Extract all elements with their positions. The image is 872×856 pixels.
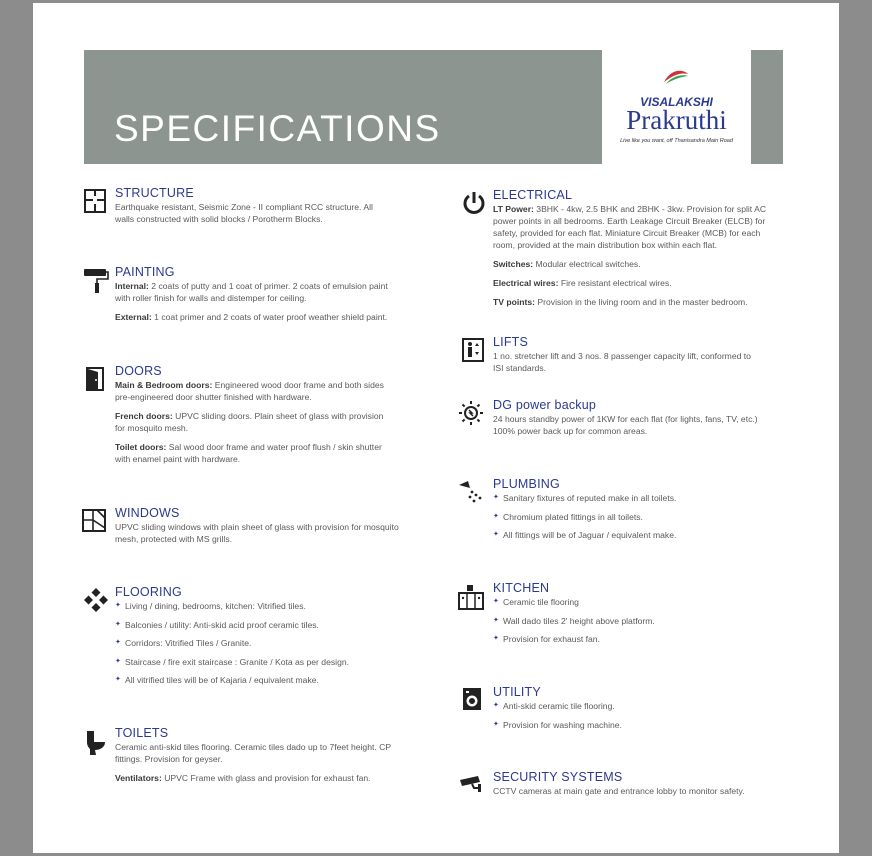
section-kitchen	[458, 581, 778, 652]
section-title: DG power backup	[493, 398, 597, 412]
list-item: ✦ Balconies / utility: Anti-skid acid proof ceramic tiles.	[115, 619, 403, 631]
section-plumbing	[458, 477, 778, 548]
section-security	[458, 770, 788, 804]
list-item: ✦ Living / dining, bedrooms, kitchen: Vitrified tiles.	[115, 600, 403, 612]
logo-brand: VISALAKSHI	[640, 95, 713, 109]
spec-item: Electrical wires: Fire resistant electrical wires.	[493, 278, 672, 288]
section-text: 24 hours standby power of 1KW for each flat (for lights, fans, TV, etc.) 100% power back up for common areas.	[493, 414, 758, 436]
section-title: STRUCTURE	[115, 186, 194, 200]
list-item: ✦ Chromium plated fittings in all toilets.	[493, 511, 778, 523]
spec-item: Ventilators: UPVC Frame with glass and provision for exhaust fan.	[115, 773, 371, 783]
list-item: ✦ Sanitary fixtures of reputed make in all toilets.	[493, 492, 778, 504]
washing-machine-icon	[461, 687, 487, 713]
page-title: SPECIFICATIONS	[114, 108, 441, 149]
logo-tagline: Live like you want, off Thanisandra Main Road	[620, 138, 733, 144]
section-title: TOILETS	[115, 726, 169, 740]
section-painting	[83, 265, 401, 330]
brochure-page	[33, 3, 839, 853]
list-item: ✦ Ceramic tile flooring	[493, 596, 778, 608]
sun-power-icon	[458, 400, 484, 426]
paint-roller-icon	[83, 267, 109, 293]
section-title: WINDOWS	[115, 506, 180, 520]
list-item: ✦ All fittings will be of Jaguar / equivalent make.	[493, 529, 778, 541]
list-item: ✦ Provision for washing machine.	[493, 719, 781, 731]
list-item: ✦ All vitrified tiles will be of Kajaria / equivalent make.	[115, 674, 403, 686]
section-doors	[83, 364, 395, 472]
list-item: ✦ Anti-skid ceramic tile flooring.	[493, 700, 781, 712]
power-icon	[461, 190, 487, 216]
logo-name: Prakruthi	[626, 105, 727, 135]
section-title: LIFTS	[493, 335, 529, 349]
spec-item: Internal: 2 coats of putty and 1 coat of primer. 2 coats of emulsion paint with roller finish for walls and distemper for ceiling.	[115, 281, 388, 303]
shower-icon	[458, 479, 484, 505]
section-utility	[461, 685, 781, 737]
brand-logo	[602, 50, 751, 164]
section-structure	[83, 186, 393, 232]
section-title: SECURITY SYSTEMS	[493, 770, 623, 784]
section-toilets	[83, 726, 403, 791]
spec-item: TV points: Provision in the living room and in the master bedroom.	[493, 297, 748, 307]
section-title: UTILITY	[493, 685, 541, 699]
section-title: KITCHEN	[493, 581, 550, 595]
spec-item: LT Power: 3BHK - 4kw, 2.5 BHK and 2BHK - 3kw. Provision for split AC power points in all bedrooms. Earth Leakage Circuit Breaker (ELCB) for safety, provided for each flat. Miniature Circuit Breaker (MCB) for each room, provided at the main distribution box within each flat.	[493, 204, 767, 250]
section-title: PAINTING	[115, 265, 175, 279]
tiles-icon	[83, 587, 109, 613]
section-text: 1 no. stretcher lift and 3 nos. 8 passenger capacity lift, conformed to ISI standards.	[493, 351, 751, 373]
list-item: ✦ Corridors: Vitrified Tiles / Granite.	[115, 637, 403, 649]
list-item: ✦ Provision for exhaust fan.	[493, 633, 778, 645]
list-item: ✦ Wall dado tiles 2' height above platform.	[493, 615, 778, 627]
header-banner	[84, 50, 783, 164]
spec-item: Main & Bedroom doors: Engineered wood door frame and both sides pre-engineered door shutter finished with hardware.	[115, 380, 384, 402]
floor-plan-icon	[83, 188, 109, 214]
spec-item: French doors: UPVC sliding doors. Plain sheet of glass with provision for mosquito mesh.	[115, 411, 384, 433]
spec-item: External: 1 coat primer and 2 coats of water proof weather shield paint.	[115, 312, 388, 322]
cctv-icon	[458, 772, 484, 798]
section-flooring	[83, 585, 403, 693]
section-title: FLOORING	[115, 585, 182, 599]
section-dg-power	[458, 398, 778, 444]
window-icon	[81, 508, 107, 534]
section-text: Earthquake resistant, Seismic Zone - II compliant RCC structure. All walls constructed with solid blocks / Porotherm Blocks.	[115, 202, 373, 224]
section-title: ELECTRICAL	[493, 188, 573, 202]
section-text: CCTV cameras at main gate and entrance lobby to monitor safety.	[493, 786, 745, 796]
section-title: PLUMBING	[493, 477, 560, 491]
section-windows	[81, 506, 401, 552]
section-text: Ceramic anti-skid tiles flooring. Ceramic tiles dado up to 7feet height. CP fittings. Provision for geyser.	[115, 742, 391, 764]
toilet-icon	[83, 730, 109, 756]
section-title: DOORS	[115, 364, 162, 378]
spec-item: Switches: Modular electrical switches.	[493, 259, 641, 269]
leaf-logo-icon	[662, 68, 690, 86]
section-text: UPVC sliding windows with plain sheet of glass with provision for mosquito mesh, protected with MS grills.	[115, 522, 399, 544]
section-lifts	[461, 335, 751, 381]
list-item: ✦ Staircase / fire exit staircase : Granite / Kota as per design.	[115, 656, 403, 668]
section-electrical	[461, 188, 781, 315]
spec-item: Toilet doors: Sal wood door frame and water proof flush / skin shutter with enamel paint with hardware.	[115, 442, 382, 464]
door-icon	[83, 366, 109, 392]
kitchen-icon	[458, 584, 484, 610]
lift-icon	[461, 337, 487, 363]
